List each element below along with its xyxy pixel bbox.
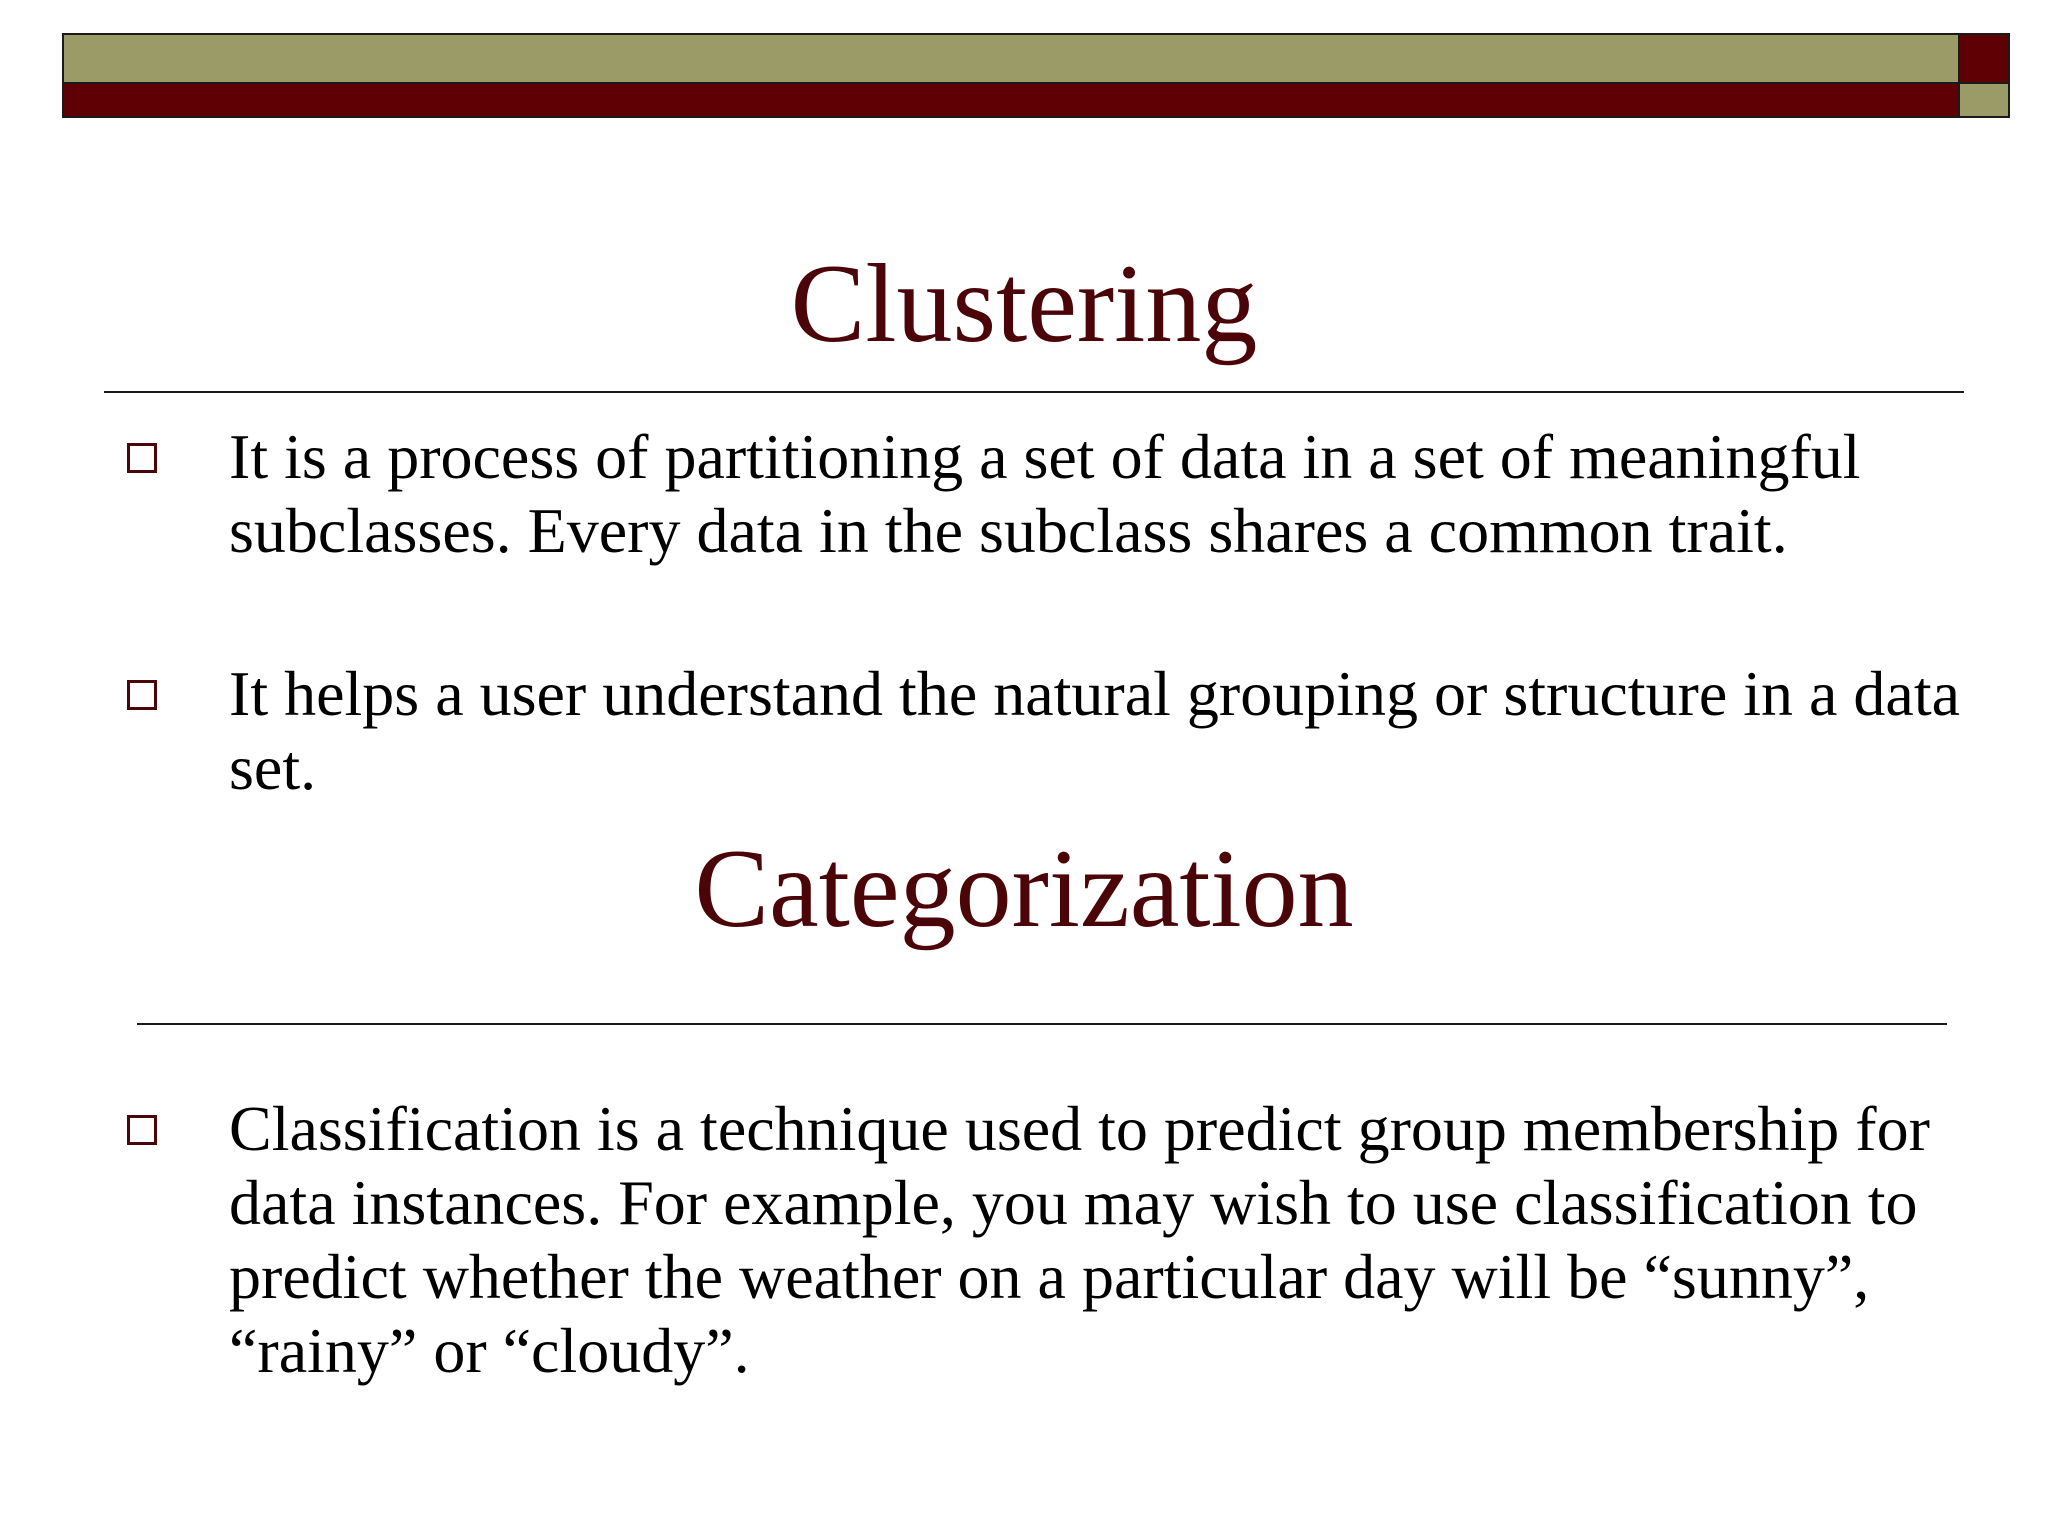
header-banner-maroon [62, 84, 1960, 118]
slide-title-categorization: Categorization [694, 827, 1354, 951]
hollow-square-icon [127, 680, 157, 710]
hollow-square-icon [127, 443, 157, 473]
header-corner-olive [1958, 84, 2010, 118]
bullet-item [229, 657, 1969, 805]
title-divider [104, 391, 1964, 393]
slide-title-clustering: Clustering [790, 242, 1258, 366]
bullet-text: It helps a user understand the natural grouping or structure in a data set. [229, 658, 1960, 803]
bullet-item [229, 1092, 1969, 1388]
bullet-text: Classification is a technique used to predict group membership for data instances. For example, you may wish to use classification to predict whether the weather on a particular day will be “sunny”, “rainy” or “cloudy”. [229, 1093, 1930, 1386]
bullet-text: It is a process of partitioning a set of data in a set of meaningful subclasses. Every data in the subclass shares a common trait. [229, 421, 1861, 566]
bullet-item [229, 420, 1969, 568]
header-banner-olive [62, 33, 1960, 84]
hollow-square-icon [127, 1115, 157, 1145]
header-corner-maroon [1958, 33, 2010, 84]
title-divider [137, 1023, 1947, 1025]
